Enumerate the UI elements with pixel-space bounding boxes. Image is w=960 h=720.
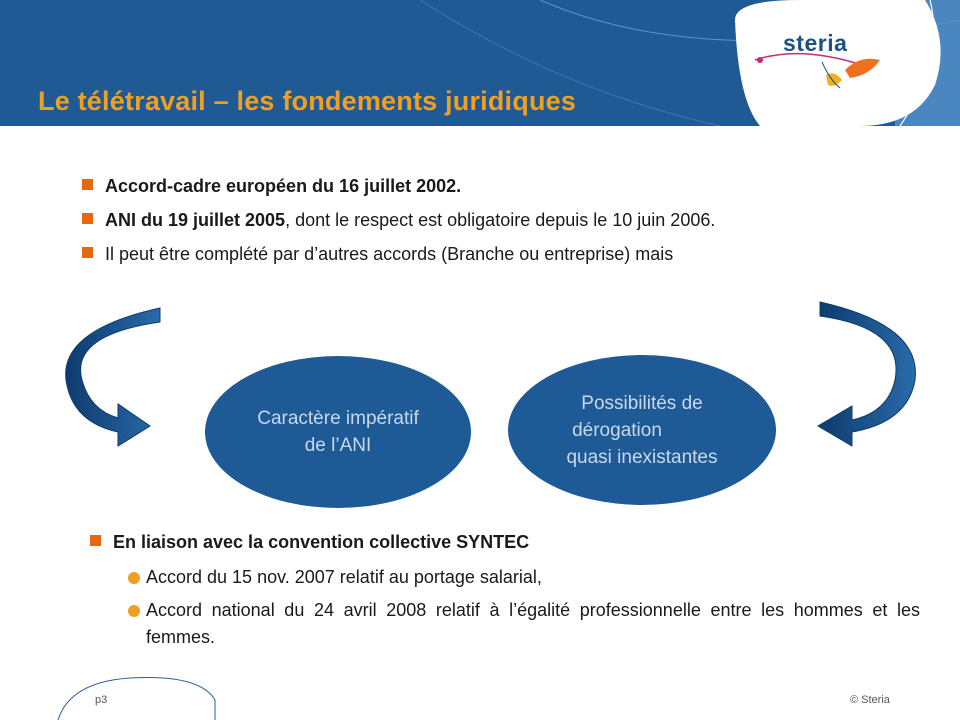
right-curved-arrow-icon [818, 302, 915, 446]
bullet-complement: Il peut être complété par d’autres accords (Branche ou entreprise) mais [82, 242, 918, 267]
curved-arrows [0, 300, 960, 450]
syntec-section [90, 530, 920, 651]
square-bullet-icon [82, 213, 93, 224]
round-bullet-icon [128, 605, 140, 617]
square-bullet-icon [90, 535, 101, 546]
page-title: Le télétravail – les fondements juridiques [38, 86, 577, 116]
bullet-ani: ANI du 19 juillet 2005, dont le respect est obligatoire depuis le 10 juin 2006. [82, 208, 918, 233]
main-bullets [82, 174, 918, 276]
syntec-heading: En liaison avec la convention collective SYNTEC [90, 530, 920, 555]
copyright: © Steria [850, 694, 890, 706]
ellipse-possibilites-derogation: Possibilités de dérogation quasi inexistantes [508, 355, 776, 505]
list-item: Accord du 15 nov. 2007 relatif au portage salarial, [90, 564, 920, 591]
ellipse-caractere-imperatif: Caractère impératif de l’ANI [205, 356, 471, 508]
square-bullet-icon [82, 247, 93, 258]
square-bullet-icon [82, 179, 93, 190]
page-number: p3 [95, 694, 108, 706]
header-banner [0, 0, 960, 126]
bullet-accord-cadre: Accord-cadre européen du 16 juillet 2002. [82, 174, 918, 199]
steria-logo: steria [783, 30, 848, 56]
footer-curve-decoration [0, 660, 240, 720]
left-curved-arrow-icon [66, 308, 160, 446]
list-item: Accord national du 24 avril 2008 relatif à l’égalité professionnelle entre les hommes et les femmes. [90, 597, 920, 651]
round-bullet-icon [128, 572, 140, 584]
